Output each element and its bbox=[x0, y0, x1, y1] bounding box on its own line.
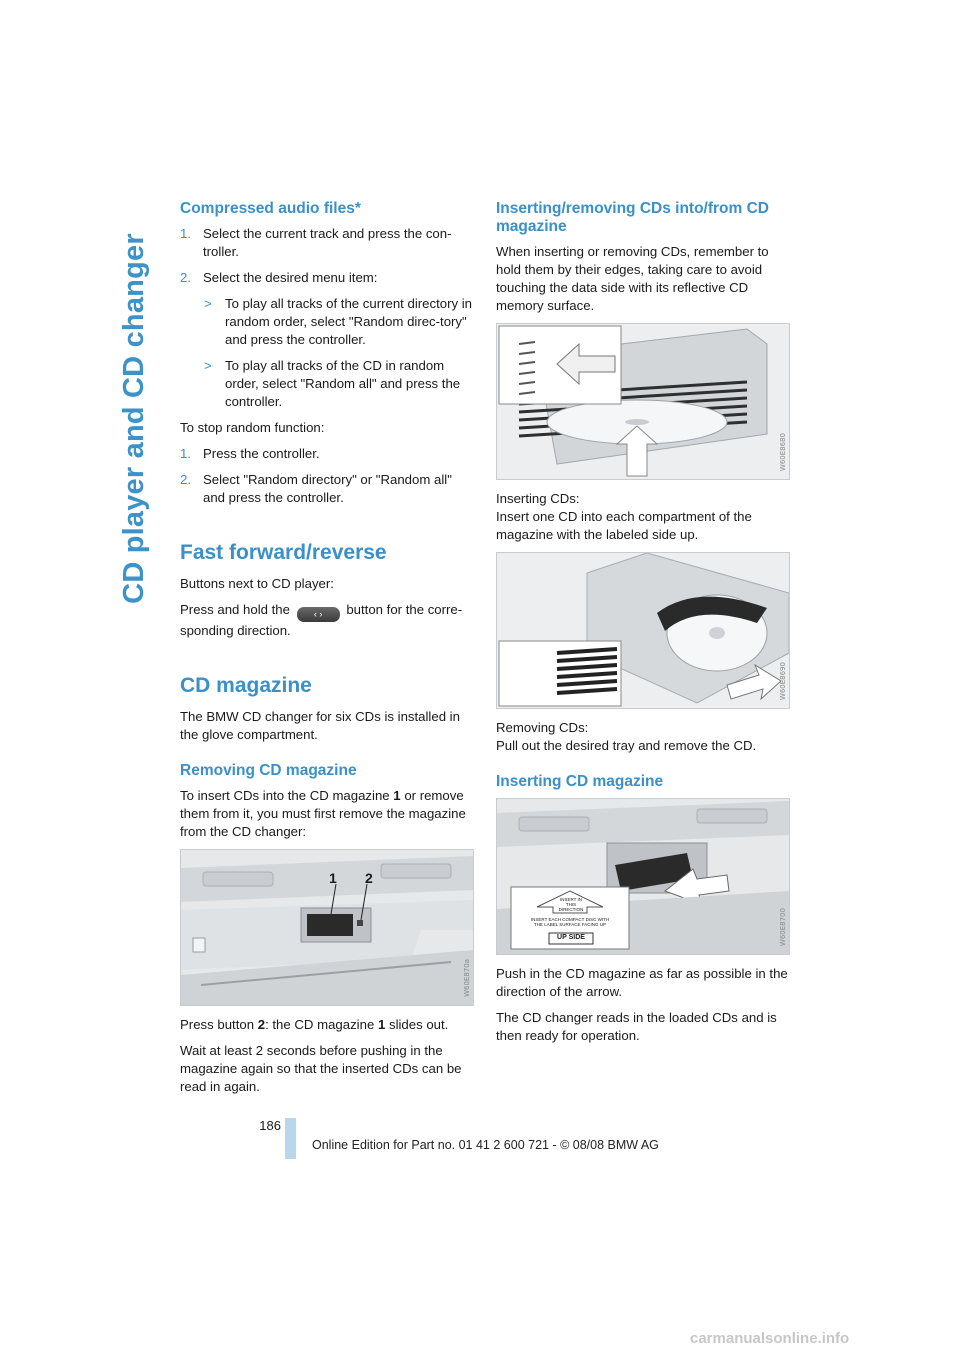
figure-code: W60E8680 bbox=[779, 432, 787, 471]
wait-text: Wait at least 2 seconds before pushing in the magazine again so that the inserted CDs can be read in again. bbox=[180, 1043, 462, 1094]
step-number: 2. bbox=[180, 472, 191, 487]
step-item bbox=[180, 225, 472, 261]
bullet-mark: > bbox=[204, 358, 212, 373]
intro-text: When inserting or removing CDs, remember to hold them by their edges, taking care to avoid touching the data side with its reflective CD memory surface. bbox=[496, 244, 769, 313]
step-number: 1. bbox=[180, 226, 191, 241]
press-btn-a: Press button bbox=[180, 1017, 255, 1032]
removing-text-b: or remove them from it, you must first remove the magazine from the CD changer: bbox=[180, 788, 466, 839]
ref-number: 1 bbox=[377, 1017, 386, 1032]
step-text: Select "Random directory" or "Random all" and press the controller. bbox=[203, 472, 452, 505]
magazine-insert-drawing bbox=[497, 799, 789, 954]
sticker-line: THE LABEL SURFACE FACING UP bbox=[533, 922, 607, 927]
sticker-line: INSERT IN bbox=[559, 897, 583, 902]
right-column bbox=[496, 200, 788, 1053]
bullet-item bbox=[180, 295, 472, 349]
step-item bbox=[180, 269, 472, 287]
step-number: 1. bbox=[180, 446, 191, 461]
cd-remove-drawing bbox=[497, 553, 789, 708]
cd-insert-drawing bbox=[497, 324, 789, 479]
magazine-insert-illustration bbox=[496, 798, 790, 955]
seek-button-icon: ‹ › bbox=[297, 607, 340, 622]
inserting-cds-label: Inserting CDs: bbox=[496, 491, 580, 506]
figure-code: W60E8690 bbox=[779, 661, 787, 700]
chapter-side-tab bbox=[112, 228, 156, 608]
sticker-line: THIS DIRECTION bbox=[558, 902, 584, 912]
removing-cds-label: Removing CDs: bbox=[496, 720, 589, 735]
removing-text-a: To insert CDs into the CD magazine bbox=[180, 788, 390, 803]
press-btn-c: slides out. bbox=[388, 1017, 449, 1032]
page-number: 186 bbox=[259, 1118, 281, 1133]
step-text: Select the current track and press the con-troller. bbox=[203, 226, 452, 259]
bullet-mark: > bbox=[204, 296, 212, 311]
sticker-up-side: UP SIDE bbox=[557, 934, 585, 941]
step-item bbox=[180, 445, 472, 463]
reads-text: The CD changer reads in the loaded CDs and is then ready for operation. bbox=[496, 1010, 777, 1043]
glovebox-illustration bbox=[180, 849, 474, 1006]
buttons-next-text: Buttons next to CD player: bbox=[180, 576, 334, 591]
watermark: carmanualsonline.info bbox=[690, 1330, 850, 1347]
sticker-instructions bbox=[517, 917, 623, 927]
heading-inserting-removing: Inserting/removing CDs into/from CD magazine bbox=[496, 200, 769, 235]
magazine-text: The BMW CD changer for six CDs is installed in the glove compartment. bbox=[180, 709, 460, 742]
step-number: 2. bbox=[180, 270, 191, 285]
removing-text bbox=[180, 787, 472, 841]
chapter-title: CD player and CD changer bbox=[117, 232, 150, 604]
stop-random-label: To stop random function: bbox=[180, 420, 325, 435]
step-item bbox=[180, 471, 472, 507]
heading-compressed-audio: Compressed audio files* bbox=[180, 200, 361, 217]
press-hold-text bbox=[180, 601, 472, 640]
sticker-line: INSERT EACH COMPACT DISC WITH bbox=[530, 917, 610, 922]
figure-code: W60E8700 bbox=[779, 907, 787, 946]
heading-removing-magazine: Removing CD magazine bbox=[180, 762, 357, 779]
inserting-cds-text: Insert one CD into each compartment of the magazine with the labeled side up. bbox=[496, 509, 752, 542]
figure-code: W60E870a bbox=[463, 959, 471, 997]
sticker-arrow-text bbox=[558, 897, 584, 912]
ref-number: 2 bbox=[257, 1017, 266, 1032]
heading-inserting-magazine: Inserting CD magazine bbox=[496, 773, 664, 790]
press-hold-part-a: Press and hold the bbox=[180, 602, 290, 617]
bullet-text: To play all tracks of the CD in random order, select "Random all" and press the controller. bbox=[225, 358, 461, 409]
heading-fast-forward: Fast forward/reverse bbox=[180, 541, 387, 564]
glovebox-drawing bbox=[181, 850, 473, 1005]
edition-text: Online Edition for Part no. 01 41 2 600 721 - © 08/08 BMW AG bbox=[312, 1138, 659, 1152]
callout-1: 1 bbox=[329, 870, 337, 886]
step-text: Select the desired menu item: bbox=[203, 270, 378, 285]
heading-cd-magazine: CD magazine bbox=[180, 674, 312, 697]
cd-insert-illustration bbox=[496, 323, 790, 480]
bullet-text: To play all tracks of the current directory in random order, select "Random direc-tory" and press the controller. bbox=[225, 296, 473, 347]
press-btn-b: : the CD magazine bbox=[265, 1017, 375, 1032]
left-column bbox=[180, 200, 472, 1104]
cd-remove-illustration bbox=[496, 552, 790, 709]
removing-cds-text: Pull out the desired tray and remove the CD. bbox=[496, 738, 757, 753]
push-text: Push in the CD magazine as far as possible in the direction of the arrow. bbox=[496, 966, 788, 999]
bullet-item bbox=[180, 357, 472, 411]
step-text: Press the controller. bbox=[203, 446, 320, 461]
callout-2: 2 bbox=[365, 870, 373, 886]
press-hold-part-b: button for the corre-sponding direction. bbox=[180, 602, 463, 638]
ref-number: 1 bbox=[393, 788, 401, 803]
footer-bar bbox=[285, 1118, 296, 1159]
press-button-text bbox=[180, 1016, 472, 1034]
